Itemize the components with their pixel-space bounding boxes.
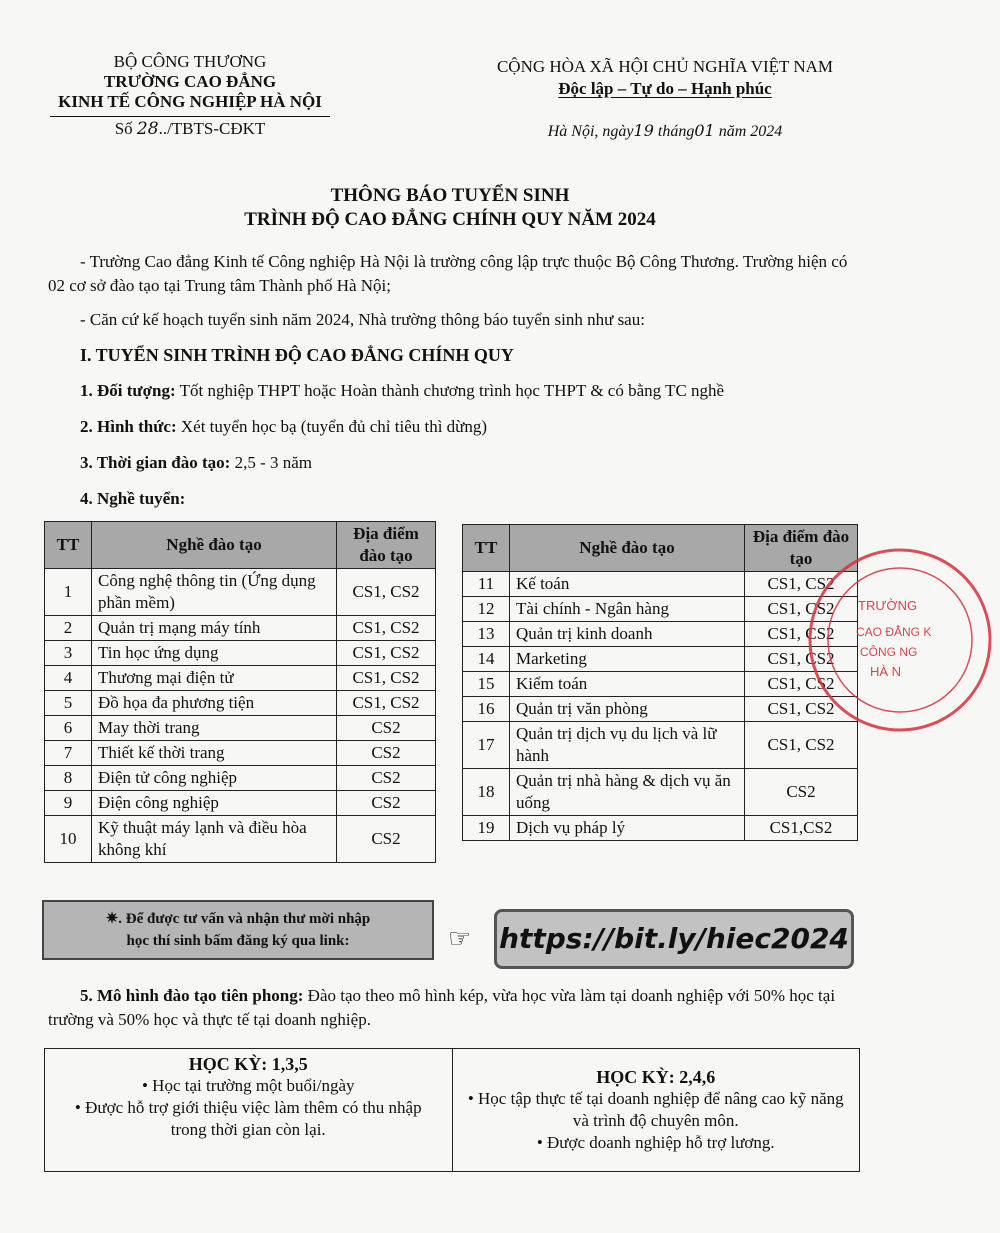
row-number: 11: [463, 572, 510, 597]
item-form-text: Xét tuyển học bạ (tuyển đủ chỉ tiêu thì dừng): [176, 417, 488, 436]
stamp-text-mid2: CÔNG NG: [860, 645, 918, 659]
stamp-text-bottom: HÀ N: [870, 664, 902, 679]
national-motto: Độc lập – Tự do – Hạnh phúc: [558, 79, 772, 98]
date-month: 01: [694, 121, 715, 140]
table-row: [45, 791, 436, 816]
table-row: [463, 597, 858, 622]
col-header-tt: TT: [45, 522, 92, 569]
semester-table: [44, 1048, 860, 1172]
date-mid: tháng: [657, 123, 695, 140]
row-number: 1: [45, 569, 92, 616]
training-location: CS1, CS2: [745, 597, 858, 622]
col-header-major: Nghề đào tạo: [92, 522, 337, 569]
training-location: CS2: [745, 769, 858, 816]
training-model-text: Đào tạo theo mô hình kép, vừa học vừa làm tại doanh nghiệp với 50% học tại trường và 50% học và thực tế tại doanh nghiệp.: [48, 986, 836, 1029]
major-name: Tin học ứng dụng: [92, 641, 337, 666]
country-name: CỘNG HÒA XÃ HỘI CHỦ NGHĨA VIỆT NAM: [496, 57, 834, 76]
item-majors-label: 4. Nghề tuyển:: [80, 489, 186, 508]
majors-right-body: [463, 572, 858, 841]
item-target-text: Tốt nghiệp THPT hoặc Hoàn thành chương trình học THPT & có bằng TC nghề: [175, 381, 725, 400]
school-name-line1: TRƯỜNG CAO ĐẲNG: [103, 72, 277, 91]
row-number: 16: [463, 697, 510, 722]
section-heading: I. TUYỂN SINH TRÌNH ĐỘ CAO ĐẲNG CHÍNH QUY: [80, 345, 514, 365]
training-location: CS2: [337, 741, 436, 766]
item-duration-label: 3. Thời gian đào tạo:: [80, 453, 231, 472]
table-row: [463, 816, 858, 841]
table-row: [463, 672, 858, 697]
document-title: [0, 184, 900, 232]
col-header-tt: TT: [463, 525, 510, 572]
item-form-label: 2. Hình thức:: [80, 417, 177, 436]
national-header: [470, 56, 860, 143]
table-row: [45, 741, 436, 766]
majors-table-right: [462, 524, 858, 841]
major-name: Điện tử công nghiệp: [92, 766, 337, 791]
table-row: [45, 816, 436, 863]
major-name: Đồ họa đa phương tiện: [92, 691, 337, 716]
row-number: 17: [463, 722, 510, 769]
title-line1: THÔNG BÁO TUYỂN SINH: [330, 185, 570, 206]
training-model-label: 5. Mô hình đào tạo tiên phong:: [80, 986, 304, 1005]
item-target-label: 1. Đối tượng:: [80, 381, 176, 400]
date-suffix: năm 2024: [718, 123, 783, 140]
semester-even-title: HỌC KỲ: 2,4,6: [596, 1067, 716, 1087]
item-target: [80, 380, 724, 402]
row-number: 5: [45, 691, 92, 716]
major-name: Quản trị mạng máy tính: [92, 616, 337, 641]
registration-line2: học thí sinh bấm đăng ký qua link:: [126, 933, 350, 949]
majors-left-body: [45, 569, 436, 863]
table-row: [463, 647, 858, 672]
training-location: CS1,CS2: [745, 816, 858, 841]
document-number: [40, 119, 340, 139]
registration-callout: [42, 900, 434, 960]
major-name: Tài chính - Ngân hàng: [510, 597, 745, 622]
training-model-paragraph: [48, 984, 860, 1032]
major-name: Quản trị kinh doanh: [510, 622, 745, 647]
registration-line1: ✷. Để được tư vấn và nhận thư mời nhập: [105, 911, 371, 927]
training-location: CS2: [337, 766, 436, 791]
doc-number-prefix: Số: [114, 119, 133, 138]
major-name: Thiết kế thời trang: [92, 741, 337, 766]
stamp-text-mid1: CAO ĐẲNG K: [856, 625, 932, 639]
row-number: 2: [45, 616, 92, 641]
training-location: CS1, CS2: [337, 666, 436, 691]
intro-paragraph-1: - Trường Cao đẳng Kinh tế Công nghiệp Hà Nội là trường công lập trực thuộc Bộ Công Thương. Trường hiện có 02 cơ sở đào tạo tại Trung tâm Thành phố Hà Nội;: [48, 252, 848, 295]
issue-date: [470, 120, 860, 143]
semester-odd-line1: • Học tại trường một buổi/ngày: [141, 1076, 355, 1095]
major-name: Quản trị văn phòng: [510, 697, 745, 722]
major-name: Kế toán: [510, 572, 745, 597]
school-name-line2: KINH TẾ CÔNG NGHIỆP HÀ NỘI: [58, 92, 322, 111]
row-number: 3: [45, 641, 92, 666]
table-header-row: [463, 525, 858, 572]
table-row: [45, 616, 436, 641]
table-row: [463, 722, 858, 769]
table-row: [45, 766, 436, 791]
row-number: 6: [45, 716, 92, 741]
training-location: CS1, CS2: [337, 569, 436, 616]
row-number: 19: [463, 816, 510, 841]
stamp-text-top: TRƯỜNG: [858, 598, 918, 613]
table-row: [45, 569, 436, 616]
semester-odd-line2: • Được hỗ trợ giới thiệu việc làm thêm có thu nhập trong thời gian còn lại.: [74, 1098, 422, 1139]
pointing-hand-icon: ☞: [448, 924, 472, 953]
row-number: 4: [45, 666, 92, 691]
table-row: [45, 641, 436, 666]
registration-link[interactable]: https://bit.ly/hiec2024: [494, 909, 854, 969]
date-prefix: Hà Nội, ngày: [547, 123, 634, 140]
major-name: Marketing: [510, 647, 745, 672]
semester-odd: [45, 1049, 452, 1171]
row-number: 7: [45, 741, 92, 766]
row-number: 14: [463, 647, 510, 672]
date-day: 19: [633, 121, 654, 140]
table-row: [45, 666, 436, 691]
training-location: CS1, CS2: [745, 697, 858, 722]
table-row: [463, 572, 858, 597]
major-name: Điện công nghiệp: [92, 791, 337, 816]
major-name: Công nghệ thông tin (Ứng dụng phần mềm): [92, 569, 337, 616]
semester-odd-title: HỌC KỲ: 1,3,5: [188, 1054, 308, 1074]
item-majors: [80, 488, 185, 510]
table-row: [45, 716, 436, 741]
semester-even-line2: • Được doanh nghiệp hỗ trợ lương.: [536, 1133, 775, 1152]
major-name: Kiểm toán: [510, 672, 745, 697]
item-duration-text: 2,5 - 3 năm: [230, 453, 313, 472]
table-row: [463, 622, 858, 647]
major-name: Quản trị dịch vụ du lịch và lữ hành: [510, 722, 745, 769]
row-number: 13: [463, 622, 510, 647]
semester-even: [452, 1049, 860, 1171]
training-location: CS1, CS2: [745, 672, 858, 697]
table-row: [463, 769, 858, 816]
training-location: CS2: [337, 791, 436, 816]
major-name: Quản trị nhà hàng & dịch vụ ăn uống: [510, 769, 745, 816]
training-location: CS2: [337, 816, 436, 863]
row-number: 12: [463, 597, 510, 622]
item-form: [80, 416, 487, 438]
row-number: 15: [463, 672, 510, 697]
semester-even-line1: • Học tập thực tế tại doanh nghiệp để nâng cao kỹ năng và trình độ chuyên môn.: [467, 1089, 844, 1130]
row-number: 18: [463, 769, 510, 816]
major-name: Kỹ thuật máy lạnh và điều hòa không khí: [92, 816, 337, 863]
table-header-row: [45, 522, 436, 569]
table-row: [45, 691, 436, 716]
training-location: CS1, CS2: [745, 722, 858, 769]
major-name: Dịch vụ pháp lý: [510, 816, 745, 841]
ministry-name: BỘ CÔNG THƯƠNG: [113, 52, 267, 71]
major-name: Thương mại điện tử: [92, 666, 337, 691]
training-location: CS1, CS2: [337, 691, 436, 716]
training-location: CS1, CS2: [745, 647, 858, 672]
training-location: CS1, CS2: [745, 622, 858, 647]
row-number: 10: [45, 816, 92, 863]
header-divider: [50, 116, 330, 117]
col-header-location: Địa điểm đào tạo: [745, 525, 858, 572]
col-header-location: Địa điểm đào tạo: [337, 522, 436, 569]
table-row: [463, 697, 858, 722]
doc-number-handwritten: 28: [136, 119, 159, 139]
item-duration: [80, 452, 312, 474]
major-name: May thời trang: [92, 716, 337, 741]
intro-paragraph-2: - Căn cứ kế hoạch tuyển sinh năm 2024, Nhà trường thông báo tuyển sinh như sau:: [80, 310, 645, 329]
issuer-block: [40, 52, 340, 139]
majors-table-left: [44, 521, 436, 863]
training-location: CS2: [337, 716, 436, 741]
col-header-major: Nghề đào tạo: [510, 525, 745, 572]
training-location: CS1, CS2: [337, 616, 436, 641]
training-location: CS1, CS2: [337, 641, 436, 666]
doc-number-suffix: ../TBTS-CĐKT: [158, 119, 266, 138]
row-number: 8: [45, 766, 92, 791]
official-stamp: [800, 540, 1000, 740]
title-line2: TRÌNH ĐỘ CAO ĐẲNG CHÍNH QUY NĂM 2024: [244, 209, 656, 230]
row-number: 9: [45, 791, 92, 816]
training-location: CS1, CS2: [745, 572, 858, 597]
